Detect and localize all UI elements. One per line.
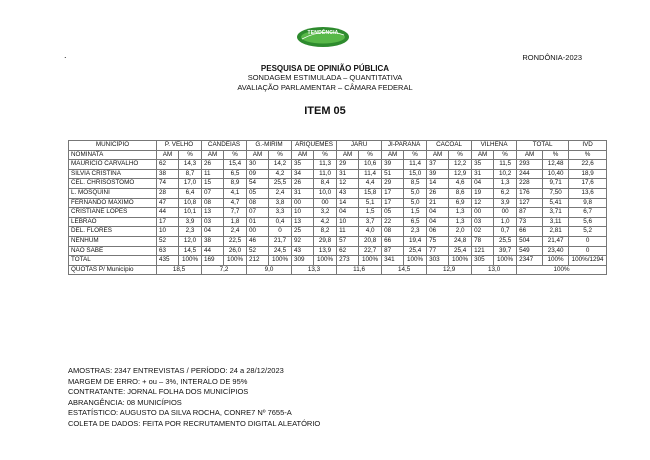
table-cell: 21 <box>427 198 449 208</box>
table-cell: 78 <box>472 236 494 246</box>
table-cell: 21,47 <box>543 236 569 246</box>
pct-header: % <box>449 150 472 160</box>
table-cell: 305 <box>472 256 494 266</box>
ivd-header: IVD <box>569 141 607 151</box>
table-cell: 15 <box>202 179 224 189</box>
table-cell: 7,7 <box>224 208 247 218</box>
am-header: AM <box>427 150 449 160</box>
table-cell: 2347 <box>517 256 543 266</box>
table-cell: 38 <box>157 169 179 179</box>
table-cell: 87 <box>382 246 404 256</box>
table-cell: 44 <box>157 208 179 218</box>
table-cell: 3,7 <box>359 217 382 227</box>
table-cell: 04 <box>202 227 224 237</box>
municipio-header: JARU <box>337 141 382 151</box>
table-cell: 176 <box>517 188 543 198</box>
table-cell: 3,11 <box>543 217 569 227</box>
table-cell: 1,5 <box>404 208 427 218</box>
am-header: AM <box>202 150 224 160</box>
municipio-header-row <box>69 141 607 151</box>
table-cell: 12,0 <box>179 236 202 246</box>
table-cell: 1,3 <box>449 217 472 227</box>
table-cell: 4,2 <box>269 169 292 179</box>
table-cell: 549 <box>517 246 543 256</box>
am-header: AM <box>292 150 314 160</box>
table-cell: 39 <box>382 160 404 170</box>
candidate-name: LEBRÃO <box>69 217 157 227</box>
quota-value: 9,0 <box>247 265 292 275</box>
table-cell: 4,4 <box>359 179 382 189</box>
table-cell: 100% <box>359 256 382 266</box>
table-cell: 14,2 <box>269 160 292 170</box>
table-cell: 6,4 <box>179 188 202 198</box>
table-cell: 47 <box>157 198 179 208</box>
note-line: ABRANGÊNCIA: 08 MUNICÍPIOS <box>68 397 182 407</box>
table-cell: 100% <box>269 256 292 266</box>
page-subtitle-1: SONDAGEM ESTIMULADA – QUANTITATIVA <box>247 73 403 82</box>
municipio-header: P. VELHO <box>157 141 202 151</box>
table-cell: 02 <box>472 227 494 237</box>
table-cell: 07 <box>202 188 224 198</box>
table-cell: 0,7 <box>494 227 517 237</box>
municipio-header: CACOAL <box>427 141 472 151</box>
am-header: AM <box>337 150 359 160</box>
table-cell: 8,2 <box>314 227 337 237</box>
table-cell: 52 <box>247 246 269 256</box>
table-cell: 8,4 <box>314 179 337 189</box>
municipio-header: CANDEIAS <box>202 141 247 151</box>
candidate-name: MAURICIO CARVALHO <box>69 160 157 170</box>
candidate-name: NENHUM <box>69 236 157 246</box>
candidate-name: NÃO SABE <box>69 246 157 256</box>
table-cell: 4,1 <box>224 188 247 198</box>
table-cell: 15,8 <box>359 188 382 198</box>
table-cell: 100% <box>179 256 202 266</box>
table-row <box>69 227 607 237</box>
table-cell: 5,1 <box>359 198 382 208</box>
table-row <box>69 169 607 179</box>
table-cell: 03 <box>472 217 494 227</box>
table-cell: 01 <box>247 217 269 227</box>
municipio-header: ARIQUEMES <box>292 141 337 151</box>
table-cell: 31 <box>472 169 494 179</box>
table-cell: 6,7 <box>569 208 607 218</box>
table-cell: 10,2 <box>494 169 517 179</box>
am-header: AM <box>517 150 543 160</box>
note-line: COLETA DE DADOS: FEITA POR RECRUTAMENTO DIGITAL ALEATÓRIO <box>68 418 321 428</box>
table-cell: 100%/1294 <box>569 256 607 266</box>
table-cell: 26 <box>292 179 314 189</box>
quota-value: 18,5 <box>157 265 202 275</box>
quota-value: 100% <box>517 265 607 275</box>
table-cell: 8,5 <box>404 179 427 189</box>
table-cell: 2,0 <box>449 227 472 237</box>
table-cell: 11,0 <box>314 169 337 179</box>
table-cell: 11,5 <box>494 160 517 170</box>
table-cell: 100% <box>449 256 472 266</box>
table-cell: 17 <box>157 217 179 227</box>
table-cell: 17,6 <box>569 179 607 189</box>
table-cell: 04 <box>427 208 449 218</box>
table-cell: 127 <box>517 198 543 208</box>
table-cell: 10,6 <box>359 160 382 170</box>
table-cell: 244 <box>517 169 543 179</box>
pct-header: % <box>269 150 292 160</box>
table-cell: 11 <box>337 227 359 237</box>
table-cell: 15,0 <box>404 169 427 179</box>
table-cell: 23,40 <box>543 246 569 256</box>
table-cell: 5,6 <box>569 217 607 227</box>
table-cell: 06 <box>427 227 449 237</box>
table-cell: 11,4 <box>359 169 382 179</box>
quota-value: 14,5 <box>382 265 427 275</box>
am-header: AM <box>247 150 269 160</box>
am-header: AM <box>472 150 494 160</box>
table-cell: 8,6 <box>449 188 472 198</box>
table-cell: 1,8 <box>224 217 247 227</box>
table-cell: 00 <box>247 227 269 237</box>
quota-value: 13,3 <box>292 265 337 275</box>
table-cell: 100% <box>543 256 569 266</box>
pct-header: % <box>543 150 569 160</box>
table-cell: 25,5 <box>494 236 517 246</box>
table-row <box>69 217 607 227</box>
table-cell: 26 <box>202 160 224 170</box>
table-cell: 29 <box>382 179 404 189</box>
table-cell: 6,2 <box>494 188 517 198</box>
quotas-label: QUOTAS P/ Município <box>69 265 157 275</box>
table-cell: 228 <box>517 179 543 189</box>
table-cell: 20,8 <box>359 236 382 246</box>
table-cell: 46 <box>247 236 269 246</box>
pct-header: % <box>179 150 202 160</box>
table-cell: 44 <box>202 246 224 256</box>
table-cell: 25,4 <box>404 246 427 256</box>
table-cell: 18,9 <box>569 169 607 179</box>
table-cell: 273 <box>337 256 359 266</box>
pct-header: % <box>224 150 247 160</box>
table-cell: 1,0 <box>494 217 517 227</box>
page-title: PESQUISA DE OPINIÃO PÚBLICA <box>260 64 390 73</box>
table-cell: 169 <box>202 256 224 266</box>
table-cell: 5,2 <box>569 227 607 237</box>
table-cell: 25,5 <box>269 179 292 189</box>
table-cell: 0 <box>569 246 607 256</box>
table-cell: 00 <box>292 198 314 208</box>
table-cell: 08 <box>382 227 404 237</box>
table-cell: 7,50 <box>543 188 569 198</box>
table-cell: 35 <box>292 160 314 170</box>
table-cell: 14,3 <box>179 160 202 170</box>
table-cell: 26,0 <box>224 246 247 256</box>
table-cell: 4,6 <box>449 179 472 189</box>
table-cell: 3,8 <box>269 198 292 208</box>
table-cell: 14 <box>427 179 449 189</box>
quota-value: 11,6 <box>337 265 382 275</box>
table-cell: 1,3 <box>494 179 517 189</box>
table-cell: 5,0 <box>404 198 427 208</box>
table-cell: 3,3 <box>269 208 292 218</box>
candidate-name: SILVIA CRISTINA <box>69 169 157 179</box>
methodology-notes <box>68 366 320 430</box>
table-cell: 8,9 <box>224 179 247 189</box>
table-row <box>69 198 607 208</box>
table-cell: 11,3 <box>314 160 337 170</box>
table-cell: 17,0 <box>179 179 202 189</box>
table-cell: 2,81 <box>543 227 569 237</box>
pct-header: % <box>359 150 382 160</box>
table-cell: 08 <box>247 198 269 208</box>
pct-header: % <box>314 150 337 160</box>
table-cell: 04 <box>337 208 359 218</box>
table-cell: 04 <box>472 179 494 189</box>
table-cell: 31 <box>292 188 314 198</box>
candidate-name: L. MOSQUINI <box>69 188 157 198</box>
table-cell: 3,9 <box>494 198 517 208</box>
region-label: RONDÔNIA-2023 <box>522 53 582 62</box>
table-cell: 8,7 <box>179 169 202 179</box>
table-cell: 22,5 <box>224 236 247 246</box>
table-cell: 17 <box>382 188 404 198</box>
am-header: AM <box>382 150 404 160</box>
table-row <box>69 246 607 256</box>
table-cell: 10,1 <box>179 208 202 218</box>
table-row <box>69 256 607 266</box>
table-cell: 303 <box>427 256 449 266</box>
table-cell: 57 <box>337 236 359 246</box>
note-line: CONTRATANTE: JORNAL FOLHA DOS MUNICÍPIOS <box>68 387 249 397</box>
table-cell: 11 <box>202 169 224 179</box>
logo-text: TENDÊNCIA <box>307 30 339 36</box>
table-cell: 12,9 <box>449 169 472 179</box>
table-cell: 6,9 <box>449 198 472 208</box>
table-cell: 4,0 <box>359 227 382 237</box>
table-cell: 28 <box>157 188 179 198</box>
table-cell: 2,3 <box>179 227 202 237</box>
note-line: ESTATÍSTICO: AUGUSTO DA SILVA ROCHA, CONRE7 Nº 7655-A <box>68 408 292 418</box>
item-heading: ITEM 05 <box>304 105 346 117</box>
candidate-name: CRISTIANE LOPES <box>69 208 157 218</box>
table-cell: 10,40 <box>543 169 569 179</box>
table-cell: 43 <box>337 188 359 198</box>
table-cell: 92 <box>292 236 314 246</box>
municipio-header: VILHENA <box>472 141 517 151</box>
table-cell: 121 <box>472 246 494 256</box>
table-cell: 66 <box>382 236 404 246</box>
table-cell: 13,6 <box>569 188 607 198</box>
table-cell: 2,4 <box>269 188 292 198</box>
table-cell: 100% <box>224 256 247 266</box>
table-cell: 10,8 <box>179 198 202 208</box>
table-cell: 07 <box>247 208 269 218</box>
municipio-label: MUNICÍPIO <box>69 141 157 151</box>
table-cell: 1,3 <box>449 208 472 218</box>
table-cell: 0,4 <box>269 217 292 227</box>
table-cell: 38 <box>202 236 224 246</box>
table-cell: 37 <box>427 160 449 170</box>
table-cell: 24,8 <box>449 236 472 246</box>
table-cell: 25,4 <box>449 246 472 256</box>
table-cell: 504 <box>517 236 543 246</box>
table-row <box>69 188 607 198</box>
table-cell: 14,5 <box>179 246 202 256</box>
table-cell: 22 <box>382 217 404 227</box>
table-cell: 05 <box>247 188 269 198</box>
pct-header: % <box>404 150 427 160</box>
table-cell: 6,5 <box>404 217 427 227</box>
table-row <box>69 179 607 189</box>
table-cell: 05 <box>382 208 404 218</box>
table-cell: 212 <box>247 256 269 266</box>
table-cell: 4,7 <box>224 198 247 208</box>
table-cell: 00 <box>314 198 337 208</box>
table-cell: 21,7 <box>269 236 292 246</box>
candidate-name: TOTAL <box>69 256 157 266</box>
table-cell: 39,7 <box>494 246 517 256</box>
table-cell: 100% <box>314 256 337 266</box>
candidate-name: FERNANDO MAXIMO <box>69 198 157 208</box>
table-cell: 435 <box>157 256 179 266</box>
quota-value: 13,0 <box>472 265 517 275</box>
quotas-row <box>69 265 607 275</box>
table-cell: 29,8 <box>314 236 337 246</box>
quota-value: 7,2 <box>202 265 247 275</box>
table-cell: 19 <box>472 188 494 198</box>
table-cell: 0 <box>269 227 292 237</box>
table-cell: 30 <box>247 160 269 170</box>
table-cell: 12 <box>472 198 494 208</box>
table-cell: 14 <box>337 198 359 208</box>
municipio-header: G.-MIRIM <box>247 141 292 151</box>
table-cell: 12,48 <box>543 160 569 170</box>
table-cell: 309 <box>292 256 314 266</box>
table-row <box>69 208 607 218</box>
table-cell: 62 <box>337 246 359 256</box>
table-cell: 12,2 <box>449 160 472 170</box>
table-cell: 1,5 <box>359 208 382 218</box>
table-cell: 2,4 <box>224 227 247 237</box>
table-cell: 09 <box>247 169 269 179</box>
table-cell: 22,7 <box>359 246 382 256</box>
table-cell: 77 <box>427 246 449 256</box>
table-cell: 5,0 <box>404 188 427 198</box>
table-cell: 12 <box>337 179 359 189</box>
table-cell: 17 <box>382 198 404 208</box>
table-cell: 341 <box>382 256 404 266</box>
table-cell: 03 <box>202 217 224 227</box>
table-row <box>69 236 607 246</box>
table-cell: 13 <box>292 217 314 227</box>
table-cell: 25 <box>292 227 314 237</box>
table-cell: 11,4 <box>404 160 427 170</box>
table-cell: 19,4 <box>404 236 427 246</box>
table-cell: 26 <box>427 188 449 198</box>
table-cell: 9,71 <box>543 179 569 189</box>
table-cell: 75 <box>427 236 449 246</box>
table-cell: 100% <box>404 256 427 266</box>
table-cell: 00 <box>494 208 517 218</box>
municipio-header: JI-PARANÁ <box>382 141 427 151</box>
table-cell: 15,4 <box>224 160 247 170</box>
table-cell: 29 <box>337 160 359 170</box>
am-header: AM <box>157 150 179 160</box>
page-subtitle-2: AVALIAÇÃO PARLAMENTAR – CÂMARA FEDERAL <box>237 83 413 92</box>
subheader-row <box>69 150 607 160</box>
table-cell: 39 <box>427 169 449 179</box>
table-cell: 00 <box>472 208 494 218</box>
note-line: MARGEM DE ERRO: + ou – 3%, INTERALO DE 95% <box>68 376 248 386</box>
table-cell: 9,8 <box>569 198 607 208</box>
results-table <box>68 140 607 275</box>
table-cell: 3,2 <box>314 208 337 218</box>
table-cell: 52 <box>157 236 179 246</box>
table-cell: 10 <box>292 208 314 218</box>
table-cell: 31 <box>337 169 359 179</box>
table-cell: 2,3 <box>404 227 427 237</box>
table-cell: 74 <box>157 179 179 189</box>
table-cell: 87 <box>517 208 543 218</box>
stray-mark: . <box>64 50 67 60</box>
quota-value: 12,9 <box>427 265 472 275</box>
table-cell: 51 <box>382 169 404 179</box>
table-cell: 62 <box>157 160 179 170</box>
table-cell: 04 <box>427 217 449 227</box>
table-cell: 4,2 <box>314 217 337 227</box>
table-cell: 54 <box>247 179 269 189</box>
pct-header: % <box>494 150 517 160</box>
table-cell: 0 <box>569 236 607 246</box>
table-cell: 13 <box>202 208 224 218</box>
table-cell: 5,41 <box>543 198 569 208</box>
table-cell: 63 <box>157 246 179 256</box>
table-cell: 66 <box>517 227 543 237</box>
candidate-name: CEL. CHRISÓSTOMO <box>69 179 157 189</box>
table-cell: 3,9 <box>179 217 202 227</box>
table-cell: 08 <box>202 198 224 208</box>
table-cell: 43 <box>292 246 314 256</box>
table-cell: 73 <box>517 217 543 227</box>
table-cell: 100% <box>494 256 517 266</box>
municipio-header: TOTAL <box>517 141 569 151</box>
table-cell: 13,9 <box>314 246 337 256</box>
table-row <box>69 160 607 170</box>
table-cell: 35 <box>472 160 494 170</box>
ivd-pct-header: % <box>569 150 607 160</box>
table-cell: 24,5 <box>269 246 292 256</box>
table-cell: 6,5 <box>224 169 247 179</box>
table-cell: 3,71 <box>543 208 569 218</box>
table-cell: 34 <box>292 169 314 179</box>
note-line: AMOSTRAS: 2347 ENTREVISTAS / PERÍODO: 24 a 28/12/2023 <box>68 366 284 375</box>
table-cell: 293 <box>517 160 543 170</box>
table-cell: 10 <box>157 227 179 237</box>
table-cell: 10,0 <box>314 188 337 198</box>
table-cell: 10 <box>337 217 359 227</box>
candidate-name: DEL. FLORES <box>69 227 157 237</box>
nominata-label: NOMINATA <box>69 150 157 160</box>
table-cell: 22,6 <box>569 160 607 170</box>
